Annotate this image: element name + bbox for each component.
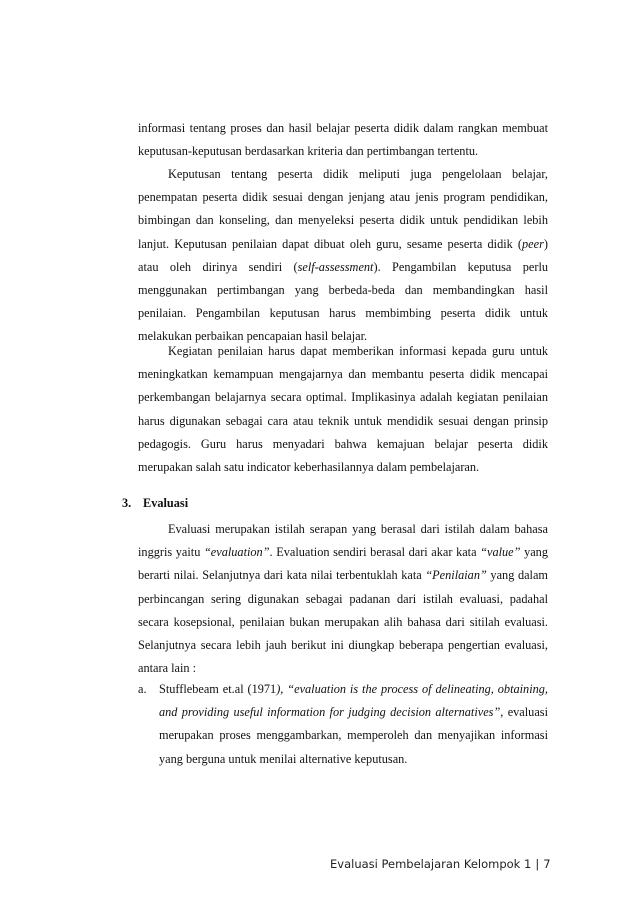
paragraph-text: ). Pengambilan keputusa perlu menggunakan pertimbangan yang berbeda-beda dan membandingkan hasil penilaian. Pengambilan keputusan harus membimbing peserta didik untuk melakukan perbaikan pencapaian hasil belajar.	[138, 259, 549, 344]
paragraph-evaluasi	[138, 518, 548, 680]
italic-term: peer	[522, 236, 544, 251]
page-number: 7	[543, 857, 551, 871]
paragraph-text: yang berarti nilai. Selanjutnya dari kata nilai terbentuklah kata	[138, 545, 548, 583]
list-item	[138, 678, 548, 771]
page-footer	[330, 857, 550, 871]
list-item-text	[159, 678, 548, 771]
paragraph-continuation	[138, 117, 548, 163]
footer-separator: |	[535, 857, 540, 871]
paragraph-text: Keputusan tentang peserta didik meliputi juga pengelolaan belajar, penempatan peserta didik sesuai dengan jenjang atau jenis program pendidikan, bimbingan dan konseling, dan menyeleksi peserta didik untuk pendidikan lebih lanjut. Keputusan penilaian dapat dibuat oleh guru, sesame peserta didik (	[138, 167, 548, 251]
paragraph-text: informasi tentang proses dan hasil belajar peserta didik dalam rangkan membuat keputusan-keputusan berdasarkan kriteria dan pertimbangan tertentu.	[138, 121, 548, 159]
section-title: Evaluasi	[143, 496, 189, 510]
paragraph-kegiatan	[138, 340, 548, 479]
section-heading	[122, 496, 188, 511]
paragraph-text: Stufflebeam et.al (1971	[159, 682, 277, 696]
section-number: 3.	[122, 496, 132, 510]
italic-term: “value”	[480, 545, 521, 560]
italic-term: “Penilaian”	[425, 568, 487, 583]
paragraph-keputusan	[138, 163, 548, 349]
paragraph-text: Kegiatan penilaian harus dapat memberikan informasi kepada guru untuk meningkatkan kemampuan mengajarnya dan membantu peserta didik mencapai perkembangan belajarnya secara optimal. Implikasinya adalah kegiatan penilaian harus digunakan sebagai cara atau teknik untuk mendidik sesuai dengan prinsip pedagogis. Guru harus menyadari bahwa kemajuan belajar peserta didik merupakan salah satu indicator keberhasilannya dalam pembelajaran.	[138, 344, 548, 475]
italic-term: self-assessment	[297, 259, 374, 274]
paragraph-text: Evaluasi merupakan istilah serapan yang berasal dari istilah dalam bahasa inggris yaitu	[138, 522, 548, 560]
paragraph-text: yang dalam perbincangan sering digunakan sebagai padanan dari istilah evaluasi, padahal secara kosepsional, penilaian bukan merupakan alih bahasa dari sitilah evaluasi. Selanjutnya secara lebih jauh berikut ini diungkap beberapa pengertian evaluasi, antara lain :	[138, 568, 548, 676]
paragraph-text: evaluasi merupakan proses menggambarkan, memperoleh dan menyajikan informasi yang berguna untuk menilai alternative keputusan.	[159, 705, 548, 766]
italic-term: “evaluation”	[203, 545, 270, 560]
paragraph-text: . Evaluation sendiri berasal dari akar kata	[269, 545, 481, 560]
list-marker: a.	[138, 682, 147, 696]
italic-quote: ), “evaluation is the process of delineating, obtaining, and providing useful information for judging decision alternatives”,	[159, 682, 548, 720]
footer-title: Evaluasi Pembelajaran Kelompok 1	[330, 857, 532, 871]
paragraph-text: ) atau oleh dirinya sendiri (	[138, 236, 548, 274]
